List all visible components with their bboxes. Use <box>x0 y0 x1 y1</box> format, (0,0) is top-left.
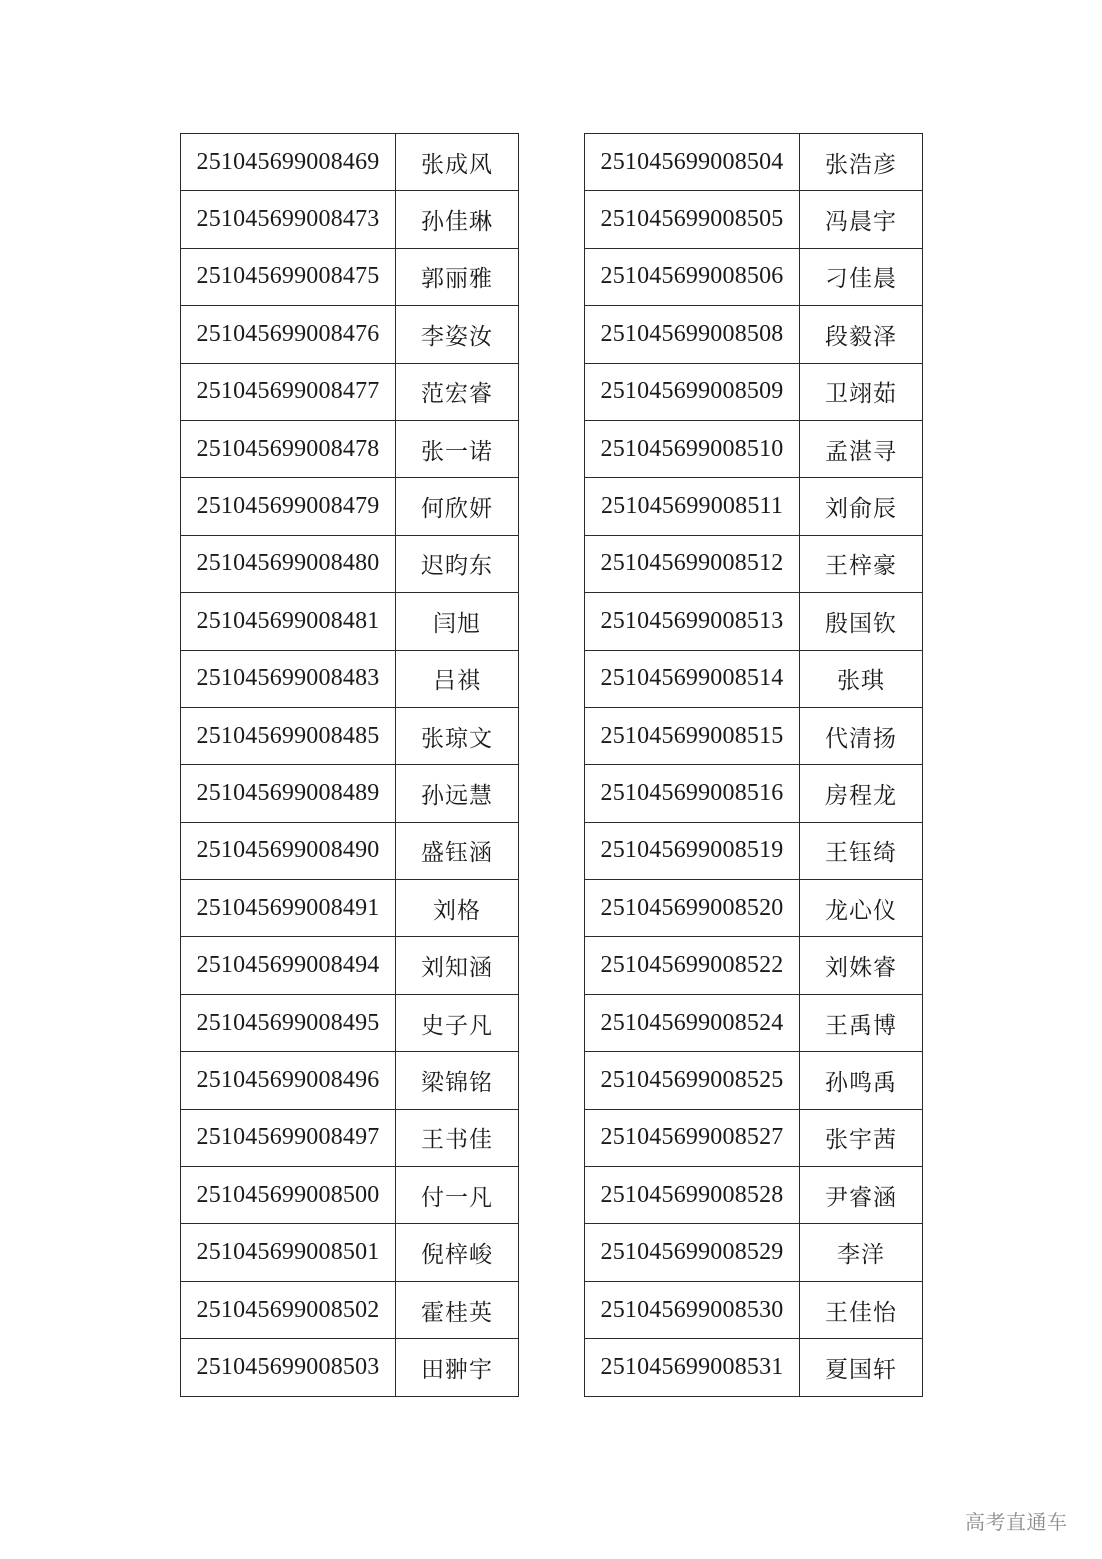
table-row <box>585 593 923 650</box>
table-row <box>585 134 923 191</box>
candidate-id-cell: 251045699008490 <box>181 822 396 879</box>
right-roster-body <box>585 134 923 1397</box>
candidate-name-cell: 盛钰涵 <box>396 822 519 879</box>
candidate-id-cell: 251045699008500 <box>181 1167 396 1224</box>
candidate-name-cell: 尹睿涵 <box>800 1167 923 1224</box>
candidate-name-cell: 梁锦铭 <box>396 1052 519 1109</box>
candidate-name-cell: 段毅泽 <box>800 306 923 363</box>
candidate-id-cell: 251045699008480 <box>181 535 396 592</box>
candidate-name-cell: 刘格 <box>396 880 519 937</box>
candidate-id-cell: 251045699008516 <box>585 765 800 822</box>
candidate-id-cell: 251045699008502 <box>181 1281 396 1338</box>
candidate-name-cell: 张琪 <box>800 650 923 707</box>
table-row <box>181 994 519 1051</box>
table-row <box>181 707 519 764</box>
candidate-id-cell: 251045699008504 <box>585 134 800 191</box>
candidate-id-cell: 251045699008509 <box>585 363 800 420</box>
candidate-id-cell: 251045699008527 <box>585 1109 800 1166</box>
table-row <box>585 707 923 764</box>
candidate-name-cell: 王梓豪 <box>800 535 923 592</box>
candidate-name-cell: 王钰绮 <box>800 822 923 879</box>
table-row <box>181 134 519 191</box>
table-row <box>585 248 923 305</box>
candidate-name-cell: 张一诺 <box>396 420 519 477</box>
candidate-name-cell: 刘俞辰 <box>800 478 923 535</box>
table-row <box>585 363 923 420</box>
table-row <box>585 1167 923 1224</box>
candidate-id-cell: 251045699008469 <box>181 134 396 191</box>
table-row <box>585 535 923 592</box>
candidate-name-cell: 刘姝睿 <box>800 937 923 994</box>
candidate-name-cell: 代清扬 <box>800 707 923 764</box>
candidate-name-cell: 付一凡 <box>396 1167 519 1224</box>
candidate-id-cell: 251045699008513 <box>585 593 800 650</box>
candidate-id-cell: 251045699008514 <box>585 650 800 707</box>
candidate-id-cell: 251045699008529 <box>585 1224 800 1281</box>
table-row <box>585 822 923 879</box>
candidate-name-cell: 卫翊茹 <box>800 363 923 420</box>
candidate-name-cell: 史子凡 <box>396 994 519 1051</box>
candidate-id-cell: 251045699008511 <box>585 478 800 535</box>
candidate-name-cell: 李姿汝 <box>396 306 519 363</box>
candidate-name-cell: 迟昀东 <box>396 535 519 592</box>
candidate-name-cell: 孙鸣禹 <box>800 1052 923 1109</box>
table-row <box>181 937 519 994</box>
candidate-id-cell: 251045699008495 <box>181 994 396 1051</box>
candidate-id-cell: 251045699008501 <box>181 1224 396 1281</box>
candidate-id-cell: 251045699008525 <box>585 1052 800 1109</box>
candidate-name-cell: 张浩彦 <box>800 134 923 191</box>
candidate-id-cell: 251045699008505 <box>585 191 800 248</box>
candidate-id-cell: 251045699008496 <box>181 1052 396 1109</box>
candidate-id-cell: 251045699008485 <box>181 707 396 764</box>
candidate-name-cell: 范宏睿 <box>396 363 519 420</box>
candidate-id-cell: 251045699008481 <box>181 593 396 650</box>
table-row <box>181 478 519 535</box>
candidate-name-cell: 张琼文 <box>396 707 519 764</box>
candidate-id-cell: 251045699008531 <box>585 1339 800 1396</box>
candidate-id-cell: 251045699008483 <box>181 650 396 707</box>
table-row <box>585 765 923 822</box>
candidate-name-cell: 张宇茜 <box>800 1109 923 1166</box>
candidate-id-cell: 251045699008497 <box>181 1109 396 1166</box>
candidate-name-cell: 冯晨宇 <box>800 191 923 248</box>
candidate-name-cell: 王书佳 <box>396 1109 519 1166</box>
table-row <box>585 650 923 707</box>
table-row <box>585 937 923 994</box>
table-row <box>585 1109 923 1166</box>
table-row <box>585 191 923 248</box>
candidate-name-cell: 孙远慧 <box>396 765 519 822</box>
table-row <box>585 420 923 477</box>
table-row <box>181 765 519 822</box>
left-roster-table <box>180 133 519 1397</box>
table-row <box>181 1109 519 1166</box>
candidate-name-cell: 孟湛寻 <box>800 420 923 477</box>
candidate-id-cell: 251045699008506 <box>585 248 800 305</box>
table-row <box>181 822 519 879</box>
table-row <box>181 191 519 248</box>
candidate-name-cell: 孙佳琳 <box>396 191 519 248</box>
table-row <box>181 535 519 592</box>
candidate-name-cell: 倪梓峻 <box>396 1224 519 1281</box>
candidate-id-cell: 251045699008479 <box>181 478 396 535</box>
table-row <box>181 880 519 937</box>
candidate-id-cell: 251045699008522 <box>585 937 800 994</box>
candidate-id-cell: 251045699008503 <box>181 1339 396 1396</box>
candidate-id-cell: 251045699008491 <box>181 880 396 937</box>
table-row <box>181 420 519 477</box>
table-row <box>585 1052 923 1109</box>
candidate-id-cell: 251045699008524 <box>585 994 800 1051</box>
candidate-id-cell: 251045699008528 <box>585 1167 800 1224</box>
table-row <box>585 994 923 1051</box>
candidate-name-cell: 李洋 <box>800 1224 923 1281</box>
table-row <box>585 306 923 363</box>
candidate-id-cell: 251045699008476 <box>181 306 396 363</box>
candidate-id-cell: 251045699008473 <box>181 191 396 248</box>
candidate-name-cell: 吕祺 <box>396 650 519 707</box>
candidate-name-cell: 王佳怡 <box>800 1281 923 1338</box>
candidate-id-cell: 251045699008477 <box>181 363 396 420</box>
candidate-name-cell: 田翀宇 <box>396 1339 519 1396</box>
table-row <box>181 1224 519 1281</box>
table-row <box>585 1339 923 1396</box>
candidate-name-cell: 刁佳晨 <box>800 248 923 305</box>
table-row <box>181 248 519 305</box>
candidate-name-cell: 郭丽雅 <box>396 248 519 305</box>
candidate-name-cell: 刘知涵 <box>396 937 519 994</box>
table-row <box>181 306 519 363</box>
candidate-id-cell: 251045699008530 <box>585 1281 800 1338</box>
left-roster-body <box>181 134 519 1397</box>
candidate-name-cell: 霍桂英 <box>396 1281 519 1338</box>
candidate-id-cell: 251045699008494 <box>181 937 396 994</box>
table-row <box>181 1339 519 1396</box>
candidate-name-cell: 龙心仪 <box>800 880 923 937</box>
candidate-id-cell: 251045699008520 <box>585 880 800 937</box>
candidate-name-cell: 夏国轩 <box>800 1339 923 1396</box>
candidate-id-cell: 251045699008519 <box>585 822 800 879</box>
table-row <box>181 363 519 420</box>
candidate-id-cell: 251045699008515 <box>585 707 800 764</box>
table-row <box>585 1224 923 1281</box>
candidate-id-cell: 251045699008508 <box>585 306 800 363</box>
right-roster-table <box>584 133 923 1397</box>
watermark: 高考直通车 <box>965 1510 1068 1534</box>
candidate-name-cell: 何欣妍 <box>396 478 519 535</box>
table-row <box>181 593 519 650</box>
table-row <box>585 478 923 535</box>
candidate-id-cell: 251045699008489 <box>181 765 396 822</box>
candidate-name-cell: 房程龙 <box>800 765 923 822</box>
candidate-id-cell: 251045699008478 <box>181 420 396 477</box>
table-row <box>585 1281 923 1338</box>
candidate-name-cell: 殷国钦 <box>800 593 923 650</box>
table-row <box>181 650 519 707</box>
candidate-name-cell: 王禹博 <box>800 994 923 1051</box>
candidate-id-cell: 251045699008510 <box>585 420 800 477</box>
candidate-id-cell: 251045699008475 <box>181 248 396 305</box>
table-row <box>181 1167 519 1224</box>
candidate-id-cell: 251045699008512 <box>585 535 800 592</box>
candidate-name-cell: 闫旭 <box>396 593 519 650</box>
table-row <box>585 880 923 937</box>
candidate-name-cell: 张成风 <box>396 134 519 191</box>
table-row <box>181 1281 519 1338</box>
table-row <box>181 1052 519 1109</box>
